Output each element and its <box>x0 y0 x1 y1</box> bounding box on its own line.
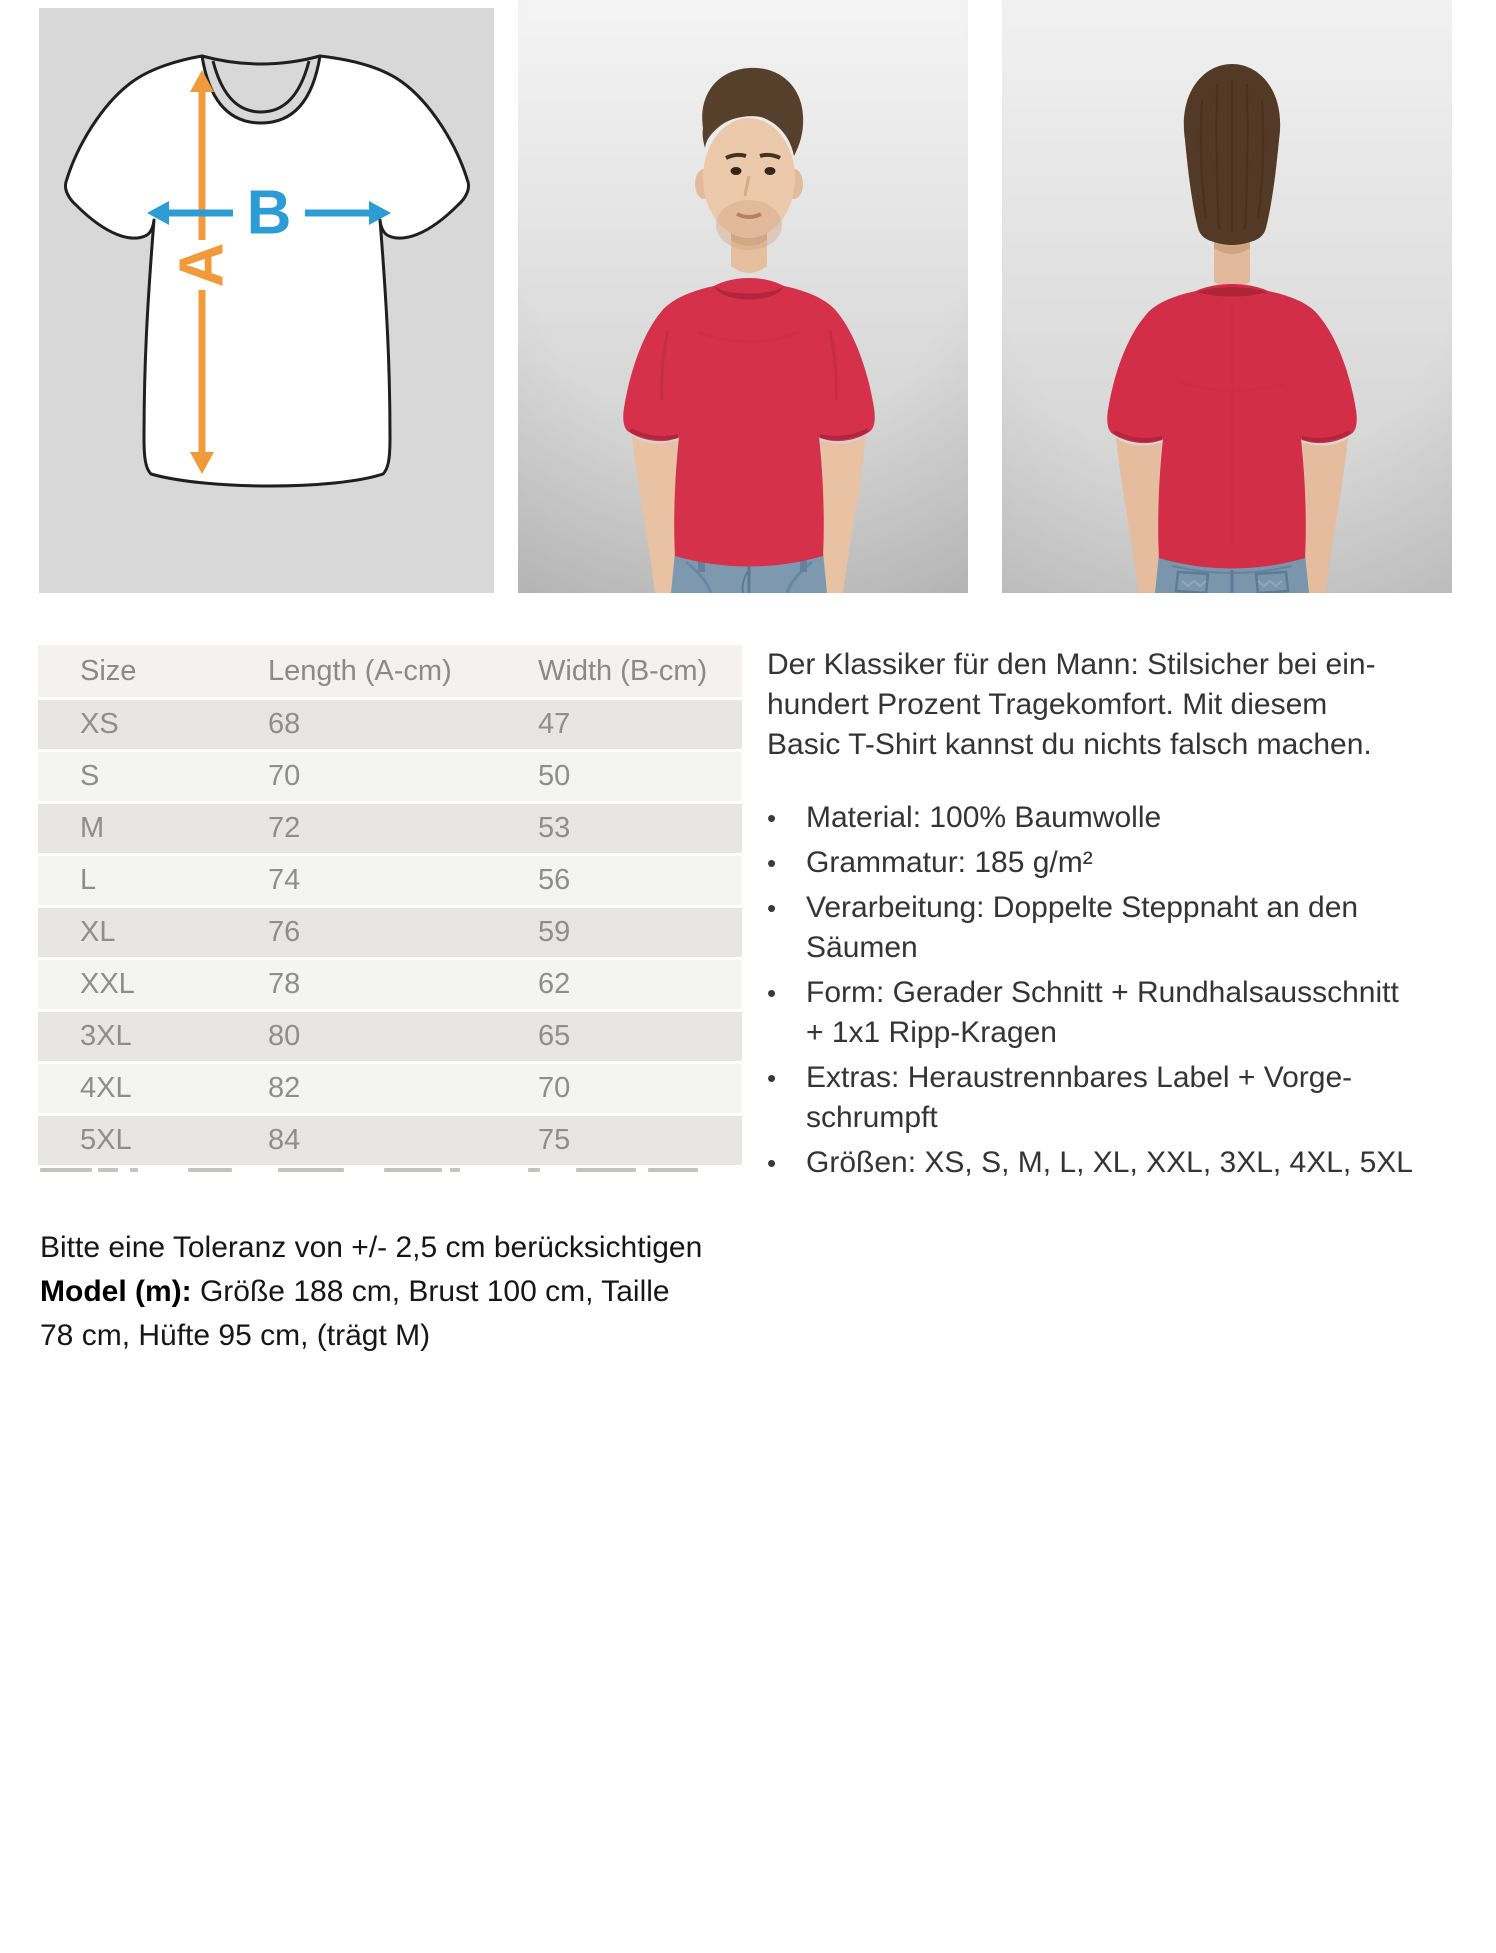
tolerance-note: Bitte eine Toleranz von +/- 2,5 cm berücksichtigen <box>40 1231 703 1264</box>
bullet-icon: • <box>767 978 777 1008</box>
model-info-line-2: 78 cm, Hüfte 95 cm, (trägt M) <box>40 1319 431 1352</box>
feature-extras: • Extras: Heraustrennbares Label + Vorge- schrumpft <box>767 1058 1447 1138</box>
width-label-b: B <box>246 178 292 248</box>
product-description <box>767 645 1447 1188</box>
table-row-l: L 74 56 <box>38 853 742 905</box>
feature-groessen: • Größen: XS, S, M, L, XL, XXL, 3XL, 4XL, 5XL <box>767 1143 1447 1183</box>
table-row-4xl: 4XL 82 70 <box>38 1061 742 1113</box>
bullet-icon: • <box>767 803 777 833</box>
length-label-a: A <box>167 242 237 288</box>
clipped-row-artifact <box>38 1168 742 1174</box>
feature-material: • Material: 100% Baumwolle <box>767 798 1447 838</box>
beard-stubble <box>716 200 782 250</box>
measurement-notes <box>40 1226 760 1358</box>
table-row-3xl: 3XL 80 65 <box>38 1009 742 1061</box>
feature-grammatur: • Grammatur: 185 g/m² <box>767 843 1447 883</box>
bullet-icon: • <box>767 1063 777 1093</box>
feature-verarbeitung: • Verarbeitung: Doppelte Steppnaht an den Säumen <box>767 888 1447 968</box>
table-body <box>38 697 742 1165</box>
feature-form: • Form: Gerader Schnitt + Rundhalsausschnitt + 1x1 Ripp-Kragen <box>767 973 1447 1053</box>
right-eye <box>765 167 776 175</box>
table-header-row <box>38 645 742 697</box>
column-header-size: Size <box>80 655 137 687</box>
table-row-xs: XS 68 47 <box>38 697 742 749</box>
left-eye <box>731 167 742 175</box>
bullet-icon: • <box>767 848 777 878</box>
product-photo-back[interactable] <box>1002 0 1452 593</box>
table-row-s: S 70 50 <box>38 749 742 801</box>
tshirt-measurement-diagram <box>39 8 494 593</box>
table-row-m: M 72 53 <box>38 801 742 853</box>
feature-list <box>767 798 1447 1183</box>
column-header-length: Length (A-cm) <box>268 655 452 687</box>
column-header-width: Width (B-cm) <box>538 655 708 687</box>
bullet-icon: • <box>767 1148 777 1178</box>
table-row-xxl: XXL 78 62 <box>38 957 742 1009</box>
table-row-5xl: 5XL 84 75 <box>38 1113 742 1165</box>
model-info-line-1: Model (m): Größe 188 cm, Brust 100 cm, Taille <box>40 1275 670 1308</box>
description-intro: Der Klassiker für den Mann: Stilsicher bei ein- hundert Prozent Tragekomfort. Mit diesem Basic T-Shirt kannst du nichts falsch machen. <box>767 648 1376 761</box>
size-diagram-image[interactable] <box>39 8 494 593</box>
tshirt-outline <box>65 56 468 486</box>
model-label: Model (m): <box>40 1275 192 1308</box>
size-table <box>38 645 742 1165</box>
product-photo-front[interactable] <box>518 0 968 593</box>
bullet-icon: • <box>767 893 777 923</box>
table-row-xl: XL 76 59 <box>38 905 742 957</box>
